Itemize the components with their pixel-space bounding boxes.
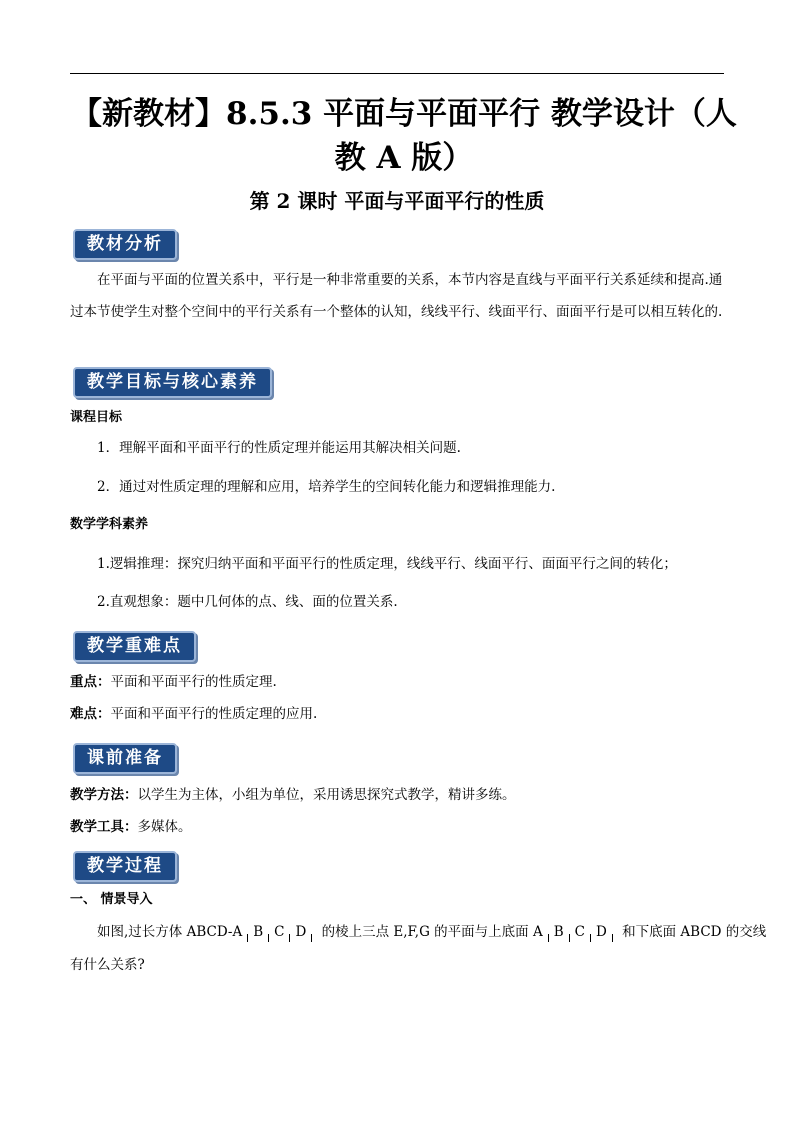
literacy-heading: 数学学科素养 <box>70 517 149 532</box>
teaching-tool-label: 教学工具： <box>70 819 138 835</box>
subscript-mark <box>612 934 613 942</box>
section-badge-process: 教学过程 <box>73 851 177 882</box>
teaching-method <box>70 785 724 805</box>
key-point <box>70 672 724 692</box>
scene-intro-heading: 一、 情景导入 <box>70 892 153 907</box>
subscript-mark <box>569 934 570 942</box>
difficult-point-text: 平面和平面平行的性质定理的应用. <box>110 706 318 722</box>
literacy-item: 2.直观想象：题中几何体的点、线、面的位置关系. <box>97 594 398 610</box>
subscript-mark <box>247 934 248 942</box>
subscript-mark <box>289 934 290 942</box>
analysis-paragraph: 在平面与平面的位置关系中，平行是一种非常重要的关系，本节内容是直线与平面平行关系延续和提高.通过本节使学生对整个空间中的平行关系有一个整体的认知，线线平行、线面平行、面面平行是可以相互转化的. <box>70 272 723 320</box>
difficult-point <box>70 704 724 724</box>
section-badge-prep: 课前准备 <box>73 743 177 774</box>
subscript-mark <box>590 934 591 942</box>
teaching-method-label: 教学方法： <box>70 787 138 803</box>
difficult-point-label: 难点： <box>70 706 111 722</box>
teaching-tool-text: 多媒体。 <box>137 819 192 835</box>
teaching-tool <box>70 817 724 837</box>
intro-question-line1: 如图,过长方体 ABCD-A B C D 的棱上三点 E,F,G 的平面与上底面 A B C D 和下底面 ABCD 的交线 <box>97 924 767 940</box>
course-goal-item: 1．理解平面和平面平行的性质定理并能运用其解决相关问题. <box>97 440 461 456</box>
header-rule <box>70 73 724 74</box>
key-point-label: 重点： <box>70 674 111 690</box>
teaching-method-text: 以学生为主体，小组为单位，采用诱思探究式教学，精讲多练。 <box>137 787 516 803</box>
course-goals-heading: 课程目标 <box>70 410 123 425</box>
course-goal-item: 2．通过对性质定理的理解和应用，培养学生的空间转化能力和逻辑推理能力. <box>97 479 556 495</box>
section-badge-keypoints: 教学重难点 <box>73 631 196 662</box>
section-badge-analysis: 教材分析 <box>73 229 177 260</box>
subscript-mark <box>268 934 269 942</box>
document-title: 【新教材】8.5.3 平面与平面平行 教学设计（人教 A 版） <box>71 96 737 176</box>
intro-question-line2: 有什么关系? <box>70 957 145 973</box>
key-point-text: 平面和平面平行的性质定理. <box>110 674 277 690</box>
literacy-item: 1.逻辑推理：探究归纳平面和平面平行的性质定理，线线平行、线面平行、面面平行之间的转化； <box>97 556 677 572</box>
lesson-subtitle: 第 2 课时 平面与平面平行的性质 <box>249 189 545 213</box>
section-badge-goals: 教学目标与核心素养 <box>73 367 272 398</box>
subscript-mark <box>548 934 549 942</box>
subscript-mark <box>311 934 312 942</box>
